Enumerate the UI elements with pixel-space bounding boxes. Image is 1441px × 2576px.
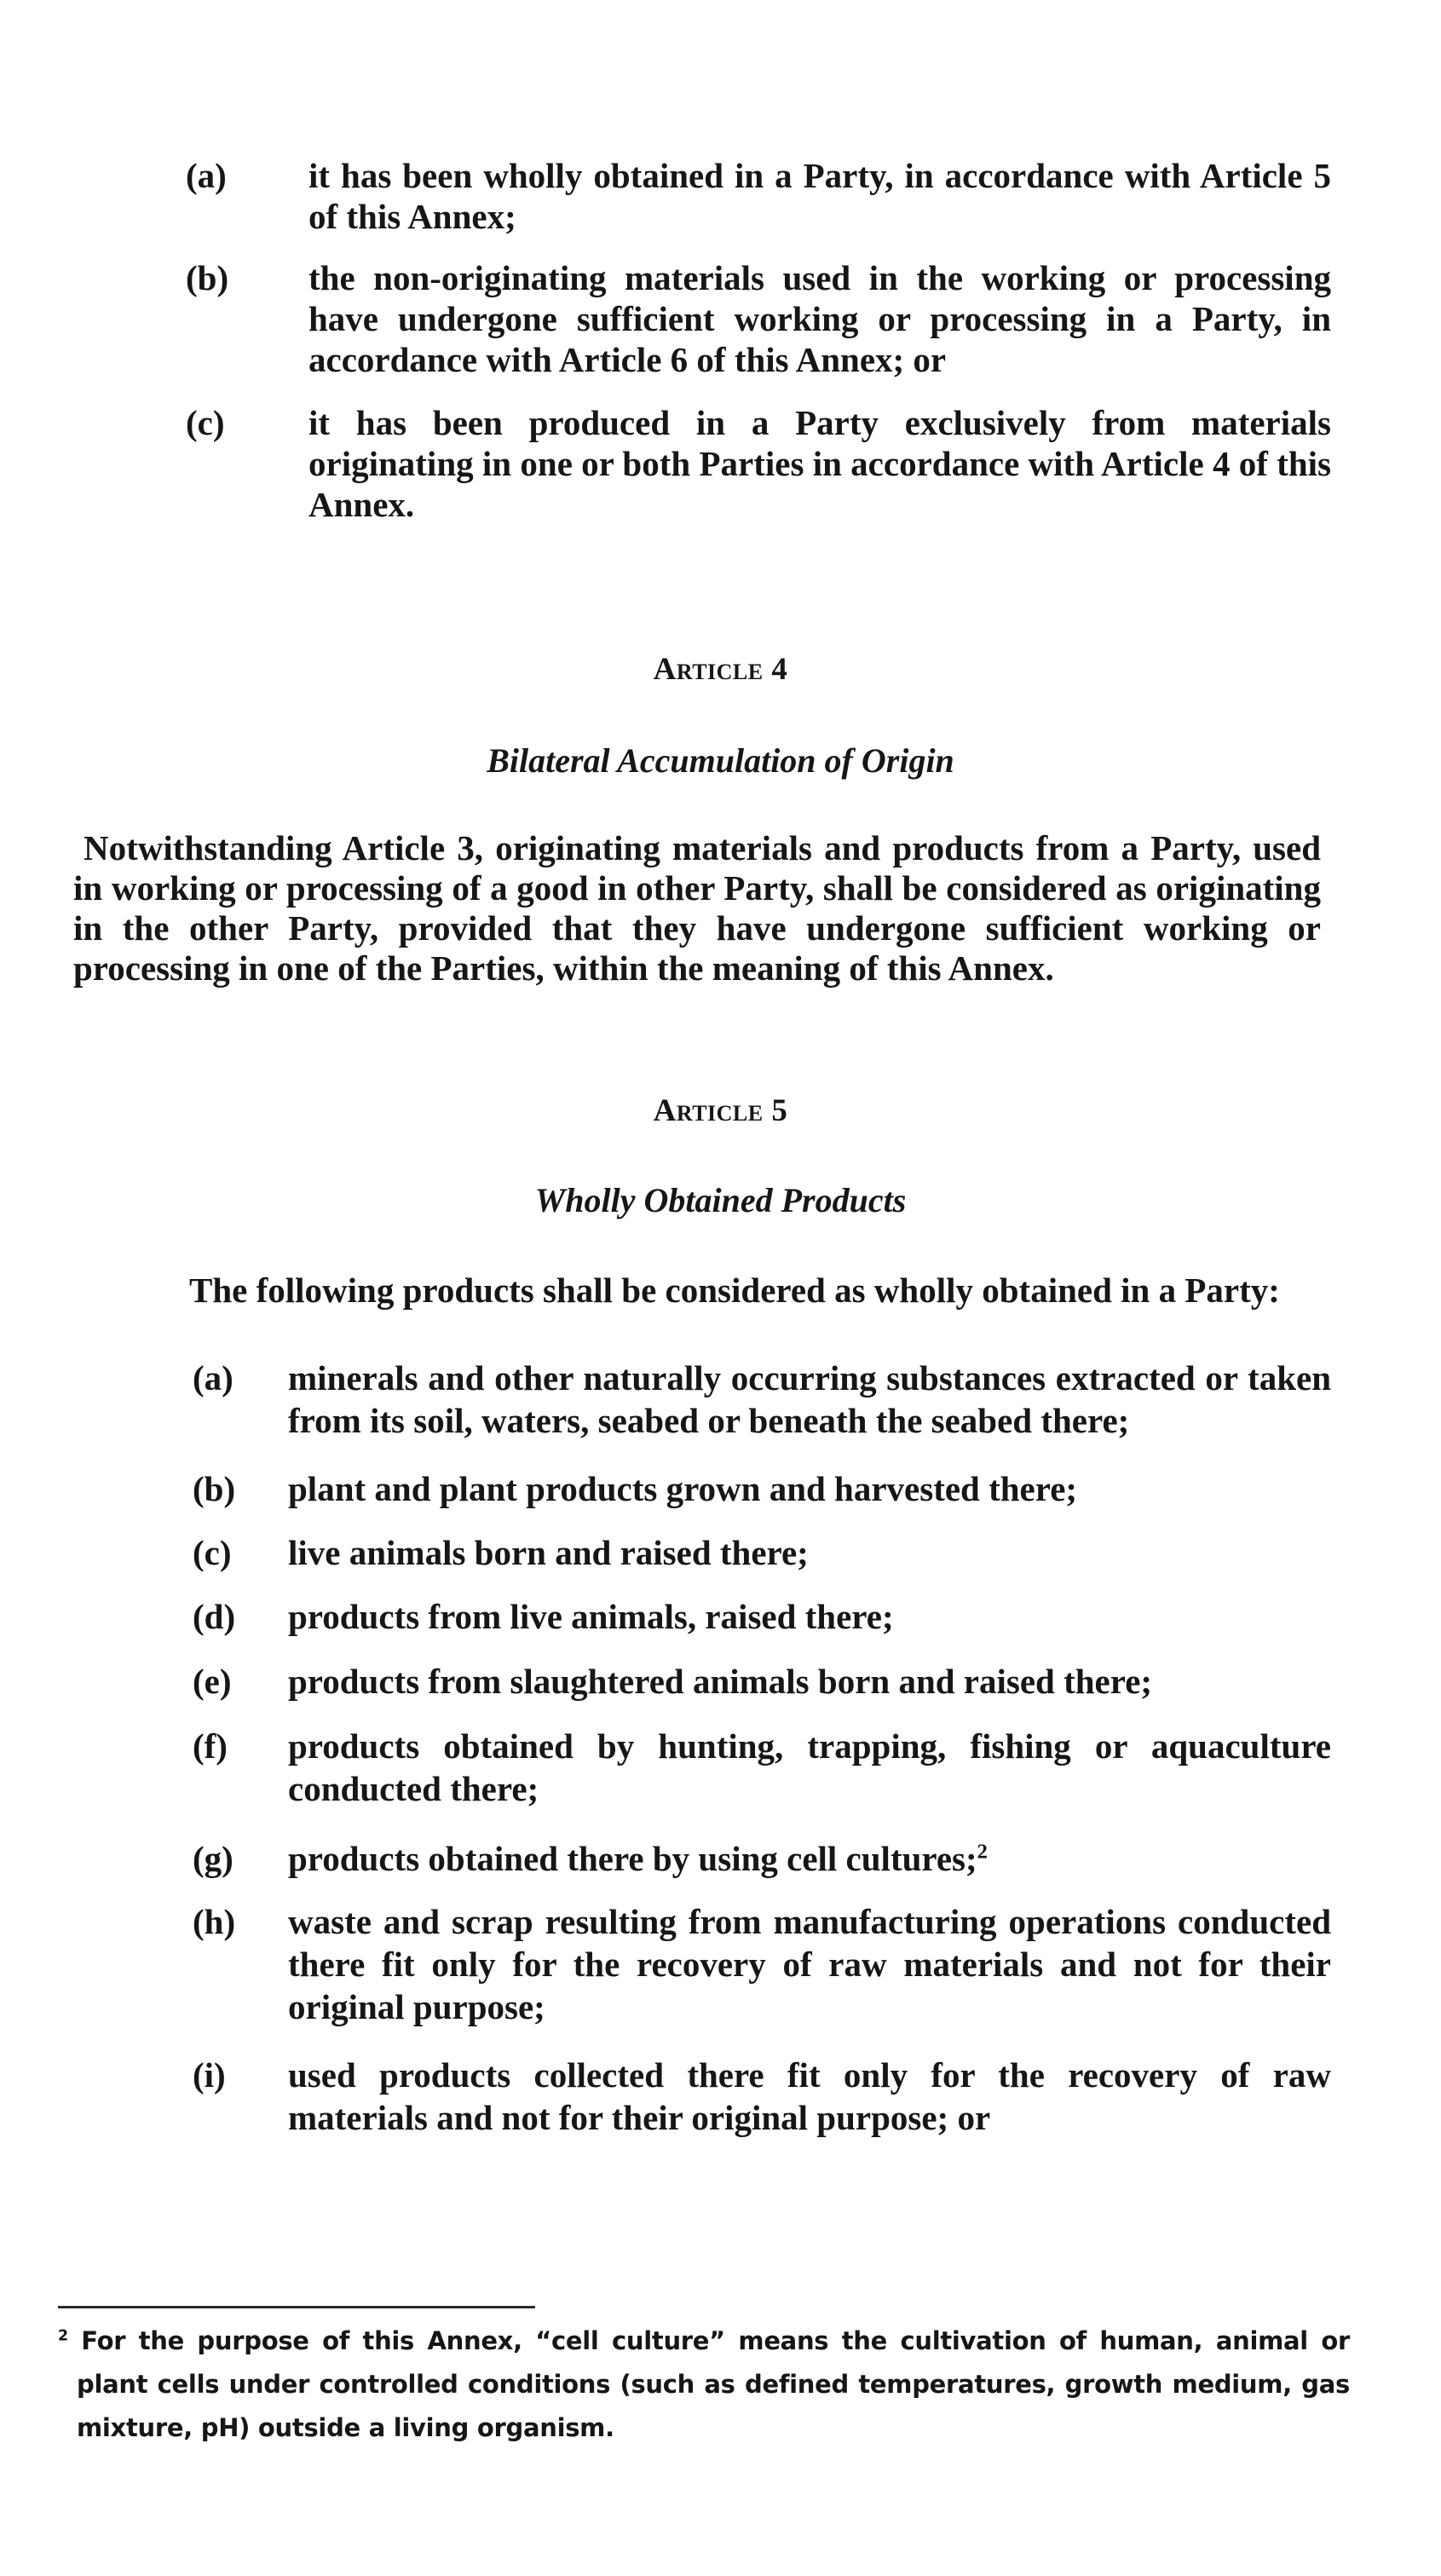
list-label: (g) [193, 1839, 233, 1878]
list-label: (f) [193, 1726, 228, 1766]
list-text: products from live animals, raised there; [288, 1597, 894, 1636]
list-text: live animals born and raised there; [288, 1533, 809, 1572]
list-item [186, 402, 1331, 525]
list-item [193, 1725, 1331, 1810]
article-intro: The following products shall be considered as wholly obtained in a Party: [189, 1271, 1280, 1310]
footnote-reference[interactable]: 2 [977, 1840, 988, 1864]
list-label: (b) [186, 258, 229, 297]
article-heading: Article 4 [653, 652, 788, 687]
list-label: (d) [193, 1597, 236, 1636]
list-text: the non-originating materials used in the working or processing have undergone sufficient working or processing in a Party, in accordance with Article 6 of this Annex; or [308, 258, 1331, 379]
list-label: (b) [193, 1469, 236, 1508]
list-item [193, 1531, 1331, 1574]
article-title: Wholly Obtained Products [534, 1181, 907, 1219]
list-text: waste and scrap resulting from manufacturing operations conducted there fit only for the recovery of raw materials and not for their original purpose; [288, 1902, 1331, 2026]
list-item [193, 1660, 1331, 1703]
list-text: used products collected there fit only for the recovery of raw materials and not for their original purpose; or [288, 2055, 1331, 2137]
list-item [193, 1837, 1331, 1880]
list-label: (c) [193, 1533, 232, 1572]
article-heading: Article 5 [653, 1093, 788, 1128]
list-label: (h) [193, 1902, 236, 1941]
footnote-number: 2 [58, 2327, 68, 2345]
list-text: products from slaughtered animals born and raised there; [288, 1662, 1153, 1701]
list-text: minerals and other naturally occurring substances extracted or taken from its soil, waters, seabed or beneath the seabed there; [288, 1358, 1331, 1440]
list-item [193, 1900, 1331, 2028]
list-item [193, 2054, 1331, 2139]
footnote-separator [58, 2306, 535, 2308]
list-item [193, 1467, 1331, 1510]
list-label: (i) [193, 2055, 226, 2095]
list-text: it has been wholly obtained in a Party, in accordance with Article 5 of this Annex; [308, 156, 1331, 236]
article-body: Notwithstanding Article 3, originating materials and products from a Party, used in working or processing of a good in other Party, shall be considered as originating in the other Party, provided that they have undergone sufficient working or processing in one of the Parties, within the meaning of this Annex. [73, 828, 1321, 988]
list-label: (a) [186, 156, 227, 195]
list-label: (e) [193, 1662, 232, 1701]
list-item [193, 1595, 1331, 1638]
footnote-text: For the purpose of this Annex, “cell culture” means the cultivation of human, animal or plant cells under controlled conditions (such as defined temperatures, growth medium, gas mixture, pH) outside a living organism. [77, 2326, 1350, 2442]
list-text: plant and plant products grown and harvested there; [288, 1469, 1078, 1508]
list-label: (a) [193, 1358, 233, 1397]
list-text: products obtained by hunting, trapping, fishing or aquaculture conducted there; [288, 1726, 1331, 1808]
list-label: (c) [186, 403, 225, 442]
list-item [193, 1357, 1331, 1442]
list-item [186, 155, 1331, 237]
list-text: it has been produced in a Party exclusively from materials originating in one or both Parties in accordance with Article 4 of this Annex. [308, 403, 1331, 524]
list-text: products obtained there by using cell cultures; [288, 1839, 977, 1878]
list-item [186, 257, 1331, 380]
footnote [58, 2320, 1350, 2450]
list-text-with-footnote [288, 1837, 1331, 1880]
article-title: Bilateral Accumulation of Origin [487, 741, 954, 780]
